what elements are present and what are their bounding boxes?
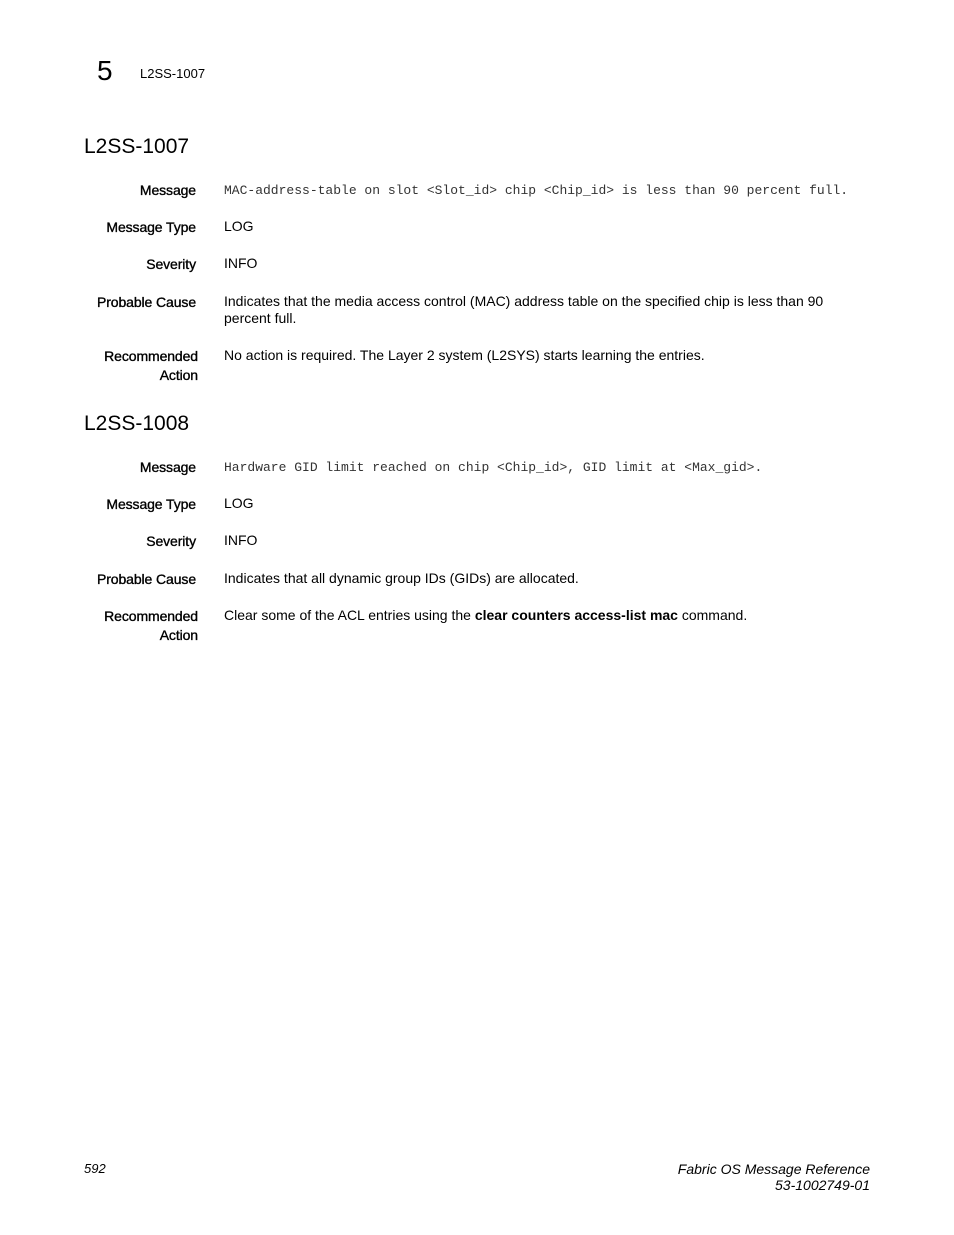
probable-cause-label: Probable Cause: [97, 571, 196, 587]
message-text: MAC-address-table on slot <Slot_id> chip <Chip_id> is less than 90 percent full.: [224, 183, 849, 198]
recommended-action-label: Recommended Action: [104, 348, 198, 383]
running-title: L2SS-1007: [140, 66, 206, 81]
document-number: 53-1002749-01: [775, 1177, 870, 1193]
message-type-label: Message Type: [106, 219, 196, 235]
command-name: clear counters access-list mac: [474, 607, 678, 623]
section-title: L2SS-1007: [84, 135, 190, 158]
message-type-value: LOG: [224, 495, 254, 511]
page-number: 592: [84, 1161, 106, 1176]
recommended-action-suffix: command.: [677, 607, 748, 623]
recommended-action-label: Recommended Action: [104, 608, 198, 643]
probable-cause-text: Indicates that the media access control (MAC) address table on the specified chip is less than 90 percent full.: [224, 293, 824, 326]
document-info: [678, 1161, 870, 1193]
chapter-number: 5: [97, 55, 113, 86]
recommended-action-text: No action is required. The Layer 2 system (L2SYS) starts learning the entries.: [224, 347, 705, 363]
severity-value: INFO: [224, 532, 258, 548]
probable-cause-label: Probable Cause: [97, 294, 196, 310]
probable-cause-text: Indicates that all dynamic group IDs (GIDs) are allocated.: [224, 570, 579, 586]
message-label: Message: [139, 459, 196, 475]
severity-label: Severity: [146, 533, 196, 549]
message-entry-l2ss-1008: [84, 412, 884, 643]
recommended-action-prefix: Clear some of the ACL entries using the: [224, 607, 475, 623]
message-text: Hardware GID limit reached on chip <Chip_id>, GID limit at <Max_gid>.: [224, 460, 763, 475]
message-type-label: Message Type: [106, 496, 196, 512]
section-title: L2SS-1008: [84, 412, 190, 435]
severity-label: Severity: [146, 256, 196, 272]
message-label: Message: [139, 182, 196, 198]
severity-value: INFO: [224, 255, 258, 271]
message-entry-l2ss-1007: [84, 135, 884, 383]
document-title: Fabric OS Message Reference: [677, 1161, 870, 1177]
recommended-action-text: [224, 607, 870, 624]
message-type-value: LOG: [224, 218, 254, 234]
